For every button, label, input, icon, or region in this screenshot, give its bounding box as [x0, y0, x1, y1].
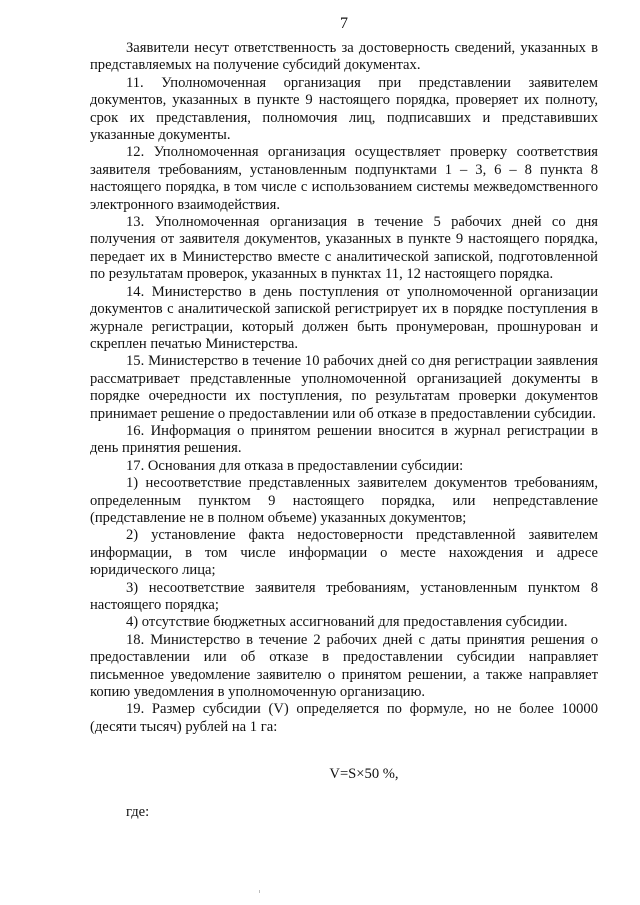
- paragraph-17-item-3: 3) несоответствие заявителя требованиям, установленным пунктом 8 настоящего порядка;: [90, 579, 598, 613]
- paragraph-17-item-1: 1) несоответствие представленных заявителем документов требованиям, определенным пунктом 9 настоящего порядка, или непредставление (представление не в полном объеме) указанных документов;: [90, 475, 598, 526]
- paragraph-19: 19. Размер субсидии (V) определяется по формуле, но не более 10000 (десяти тысяч) рублей на 1 га:: [90, 701, 598, 735]
- paragraph-12: 12. Уполномоченная организация осуществляет проверку соответствия заявителя требованиям, установленным подпунктами 1 – 3, 6 – 8 пункта 8 настоящего порядка, в том числе с использованием системы межведомственного электронного взаимодействия.: [90, 144, 598, 213]
- paragraph-17-item-2: 2) установление факта недостоверности представленной заявителем информации, в том числе информации о месте нахождения и адресе юридического лица;: [90, 527, 598, 579]
- page-number: 7: [340, 15, 348, 32]
- document-body: [90, 40, 598, 821]
- formula-where-label: где:: [126, 803, 150, 820]
- paragraph-15: 15. Министерство в течение 10 рабочих дней со дня регистрации заявления рассматривает представленные уполномоченной организацией документы в порядке очередности их поступления, по результатам проверки документов принимает решение о предоставлении или об отказе в предоставлении субсидии.: [90, 353, 598, 422]
- paragraph-16: 16. Информация о принятом решении вносится в журнал регистрации в день принятия решения.: [90, 422, 598, 457]
- document-page: [90, 0, 598, 905]
- paragraph-14: 14. Министерство в день поступления от уполномоченной организации документов с аналитической запиской регистрирует их в порядке поступления в журнале регистрации, который должен быть пронумерован, прошнурован и скреплен печатью Министерства.: [90, 283, 598, 352]
- paragraph-17: 17. Основания для отказа в предоставлении субсидии:: [126, 457, 464, 474]
- paragraph-18: 18. Министерство в течение 2 рабочих дней с даты принятия решения о предоставлении или об отказе в предоставлении субсидии направляет письменное уведомление заявителю о принятом решении, а также направляет копию уведомления в уполномоченную организацию.: [90, 631, 598, 701]
- scan-artifact-mark: [259, 890, 260, 893]
- subsidy-formula: V=S×50 %,: [329, 766, 399, 783]
- paragraph-applicants-responsibility: Заявители несут ответственность за достоверность сведений, указанных в представляемых на получение субсидий документах.: [90, 40, 598, 74]
- paragraph-13: 13. Уполномоченная организация в течение 5 рабочих дней со дня получения от заявителя документов, указанных в пункте 9 настоящего порядка, передает их в Министерство вместе с аналитической запиской, подготовленной по результатам проверок, указанных в пунктах 11, 12 настоящего порядка.: [90, 214, 598, 283]
- paragraph-17-item-4: 4) отсутствие бюджетных ассигнований для предоставления субсидии.: [126, 614, 568, 631]
- paragraph-11: 11. Уполномоченная организация при представлении заявителем документов, указанных в пункте 9 настоящего порядка, проверяет их полноту, срок их представления, полномочия лиц, подписавших и представивших указанные документы.: [90, 74, 598, 144]
